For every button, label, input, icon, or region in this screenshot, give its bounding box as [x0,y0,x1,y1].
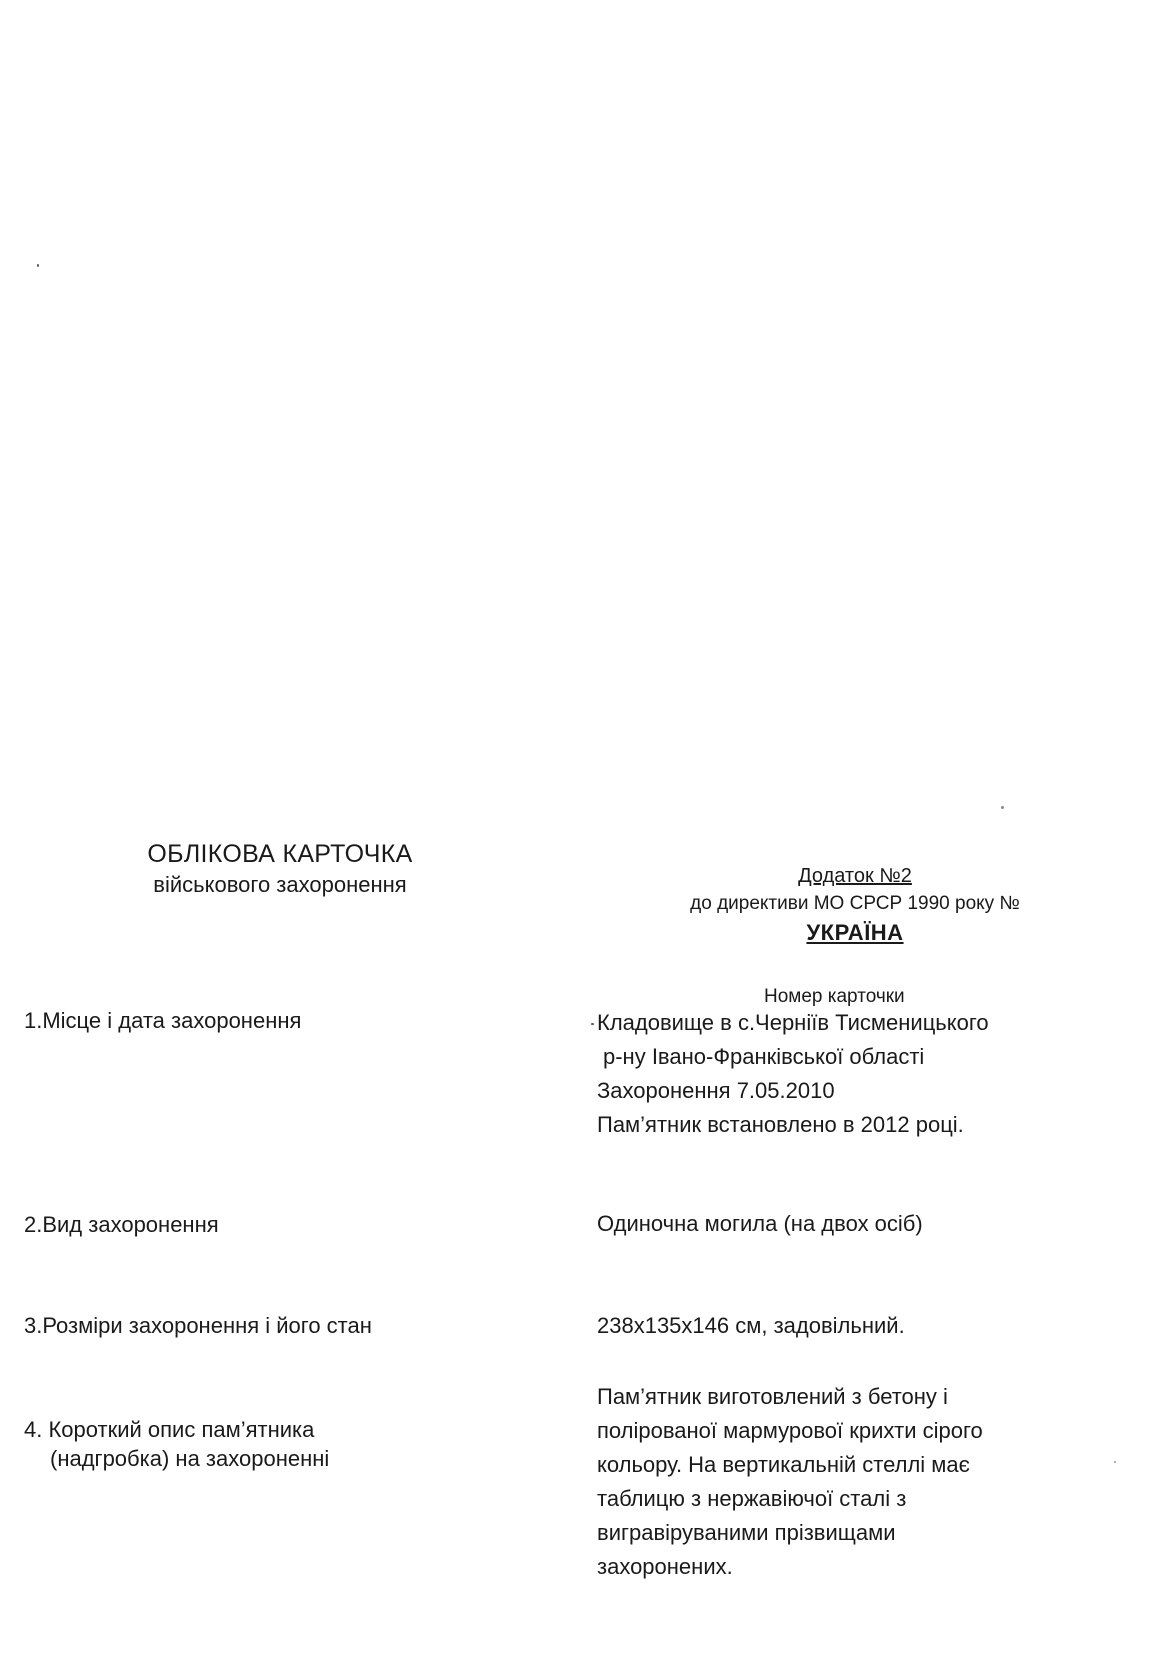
value-line: 238х135х146 см, задовільний. [597,1313,905,1338]
appendix-block [620,862,1090,948]
label-line: (надгробка) на захороненні [50,1446,330,1471]
value-line: Пам’ятник встановлено в 2012 році. [597,1112,964,1137]
value-line: таблицю з нержавіючої сталі з [597,1486,907,1511]
value-line: захоронених. [597,1554,733,1579]
scan-speck [591,1023,594,1025]
scan-speck [37,264,39,267]
field-label-monument-description [24,1415,329,1473]
field-label-burial-size: 3.Розміри захоронення і його стан [24,1313,372,1338]
value-line: кольору. На вертикальній стеллі має [597,1452,970,1477]
value-line: Захоронення 7.05.2010 [597,1078,835,1103]
card-title: ОБЛІКОВА КАРТОЧКА [147,840,413,868]
field-value-burial-type [597,1207,923,1241]
value-line: Одиночна могила (на двох осіб) [597,1211,923,1236]
field-label-burial-type: 2.Вид захоронення [24,1212,219,1237]
scan-speck [1001,806,1004,809]
value-line: Пам’ятник виготовлений з бетону і [597,1384,948,1409]
appendix-directive: до директиви МО СРСР 1990 року № [690,893,1020,914]
scan-speck [1114,1461,1116,1463]
value-line: вигравіруваними прізвищами [597,1520,896,1545]
appendix-country: УКРАЇНА [806,920,904,945]
card-title-block [90,838,470,900]
field-value-burial-size [597,1309,905,1343]
field-value-burial-place [597,1006,989,1142]
field-value-monument-description [597,1380,1067,1584]
card-number-label: Номер карточки [764,986,905,1007]
value-line: р-ну Івано-Франківської області [603,1044,925,1069]
value-line: Кладовище в с.Черніїв Тисменицького [597,1010,989,1035]
field-label-burial-place: 1.Місце і дата захоронення [24,1008,302,1033]
card-subtitle: військового захоронення [153,872,407,897]
label-line: 4. Короткий опис пам’ятника [24,1417,315,1442]
value-line: полірованої мармурової крихти сірого [597,1418,983,1443]
appendix-title: Додаток №2 [798,865,912,887]
